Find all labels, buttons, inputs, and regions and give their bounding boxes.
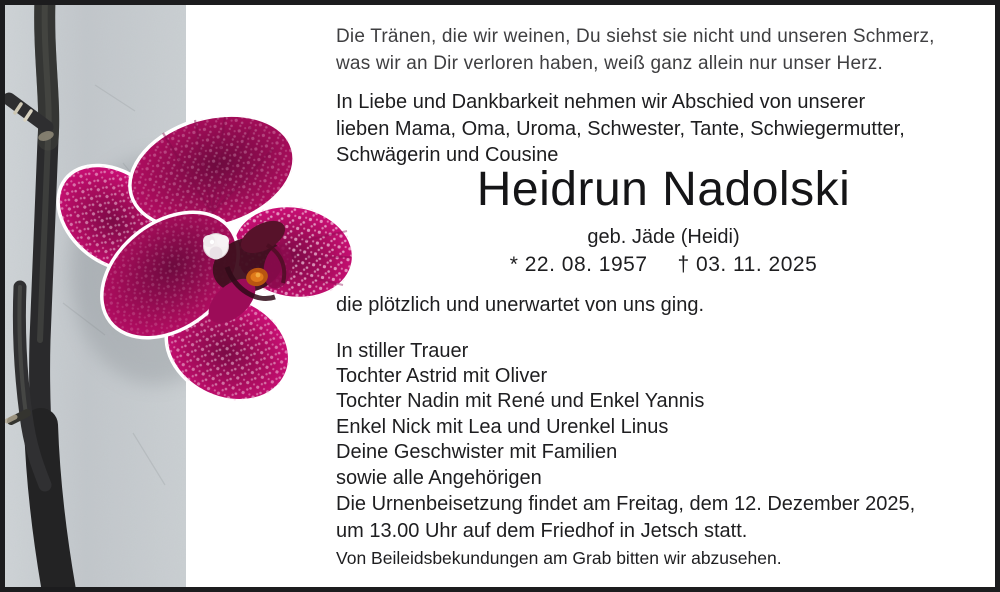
life-dates bbox=[336, 251, 991, 279]
passing-line: die plötzlich und unerwartet von uns ging. bbox=[336, 294, 705, 316]
family-member: sowie alle Angehörigen bbox=[336, 466, 542, 489]
condolence-note: Von Beileidsbekundungen am Grab bitten wir abzusehen. bbox=[336, 548, 782, 568]
farewell-intro bbox=[336, 89, 991, 169]
mourning-line: In stiller Trauer bbox=[336, 340, 469, 362]
funeral-info bbox=[336, 491, 991, 545]
opening-verse bbox=[336, 23, 991, 77]
family-member: Deine Geschwister mit Familien bbox=[336, 441, 618, 464]
notice-text-column bbox=[336, 5, 991, 587]
maiden-name: geb. Jäde (Heidi) bbox=[587, 226, 740, 248]
orchid-photo bbox=[5, 5, 357, 587]
family-member: Tochter Nadin mit René und Enkel Yannis bbox=[336, 390, 705, 413]
intro-line: Schwägerin und Cousine bbox=[336, 144, 559, 166]
intro-line: In Liebe und Dankbarkeit nehmen wir Abschied von unserer bbox=[336, 91, 866, 113]
family-member: Enkel Nick mit Lea und Urenkel Linus bbox=[336, 415, 669, 438]
birth-date: * 22. 08. 1957 bbox=[509, 253, 648, 276]
funeral-line: um 13.00 Uhr auf dem Friedhof in Jetsch statt. bbox=[336, 520, 748, 542]
family-member: Tochter Astrid mit Oliver bbox=[336, 365, 548, 387]
funeral-line: Die Urnenbeisetzung findet am Freitag, dem 12. Dezember 2025, bbox=[336, 493, 916, 515]
verse-line: Die Tränen, die wir weinen, Du siehst sie nicht und unseren Schmerz, bbox=[336, 26, 935, 47]
verse-line: was wir an Dir verloren haben, weiß ganz allein nur unser Herz. bbox=[336, 53, 883, 74]
death-date: † 03. 11. 2025 bbox=[677, 253, 818, 276]
notice-inner bbox=[5, 5, 995, 587]
deceased-name: Heidrun Nadolski bbox=[476, 163, 851, 216]
intro-line: lieben Mama, Oma, Uroma, Schwester, Tante, Schwiegermutter, bbox=[336, 117, 905, 140]
family-list bbox=[336, 364, 991, 491]
